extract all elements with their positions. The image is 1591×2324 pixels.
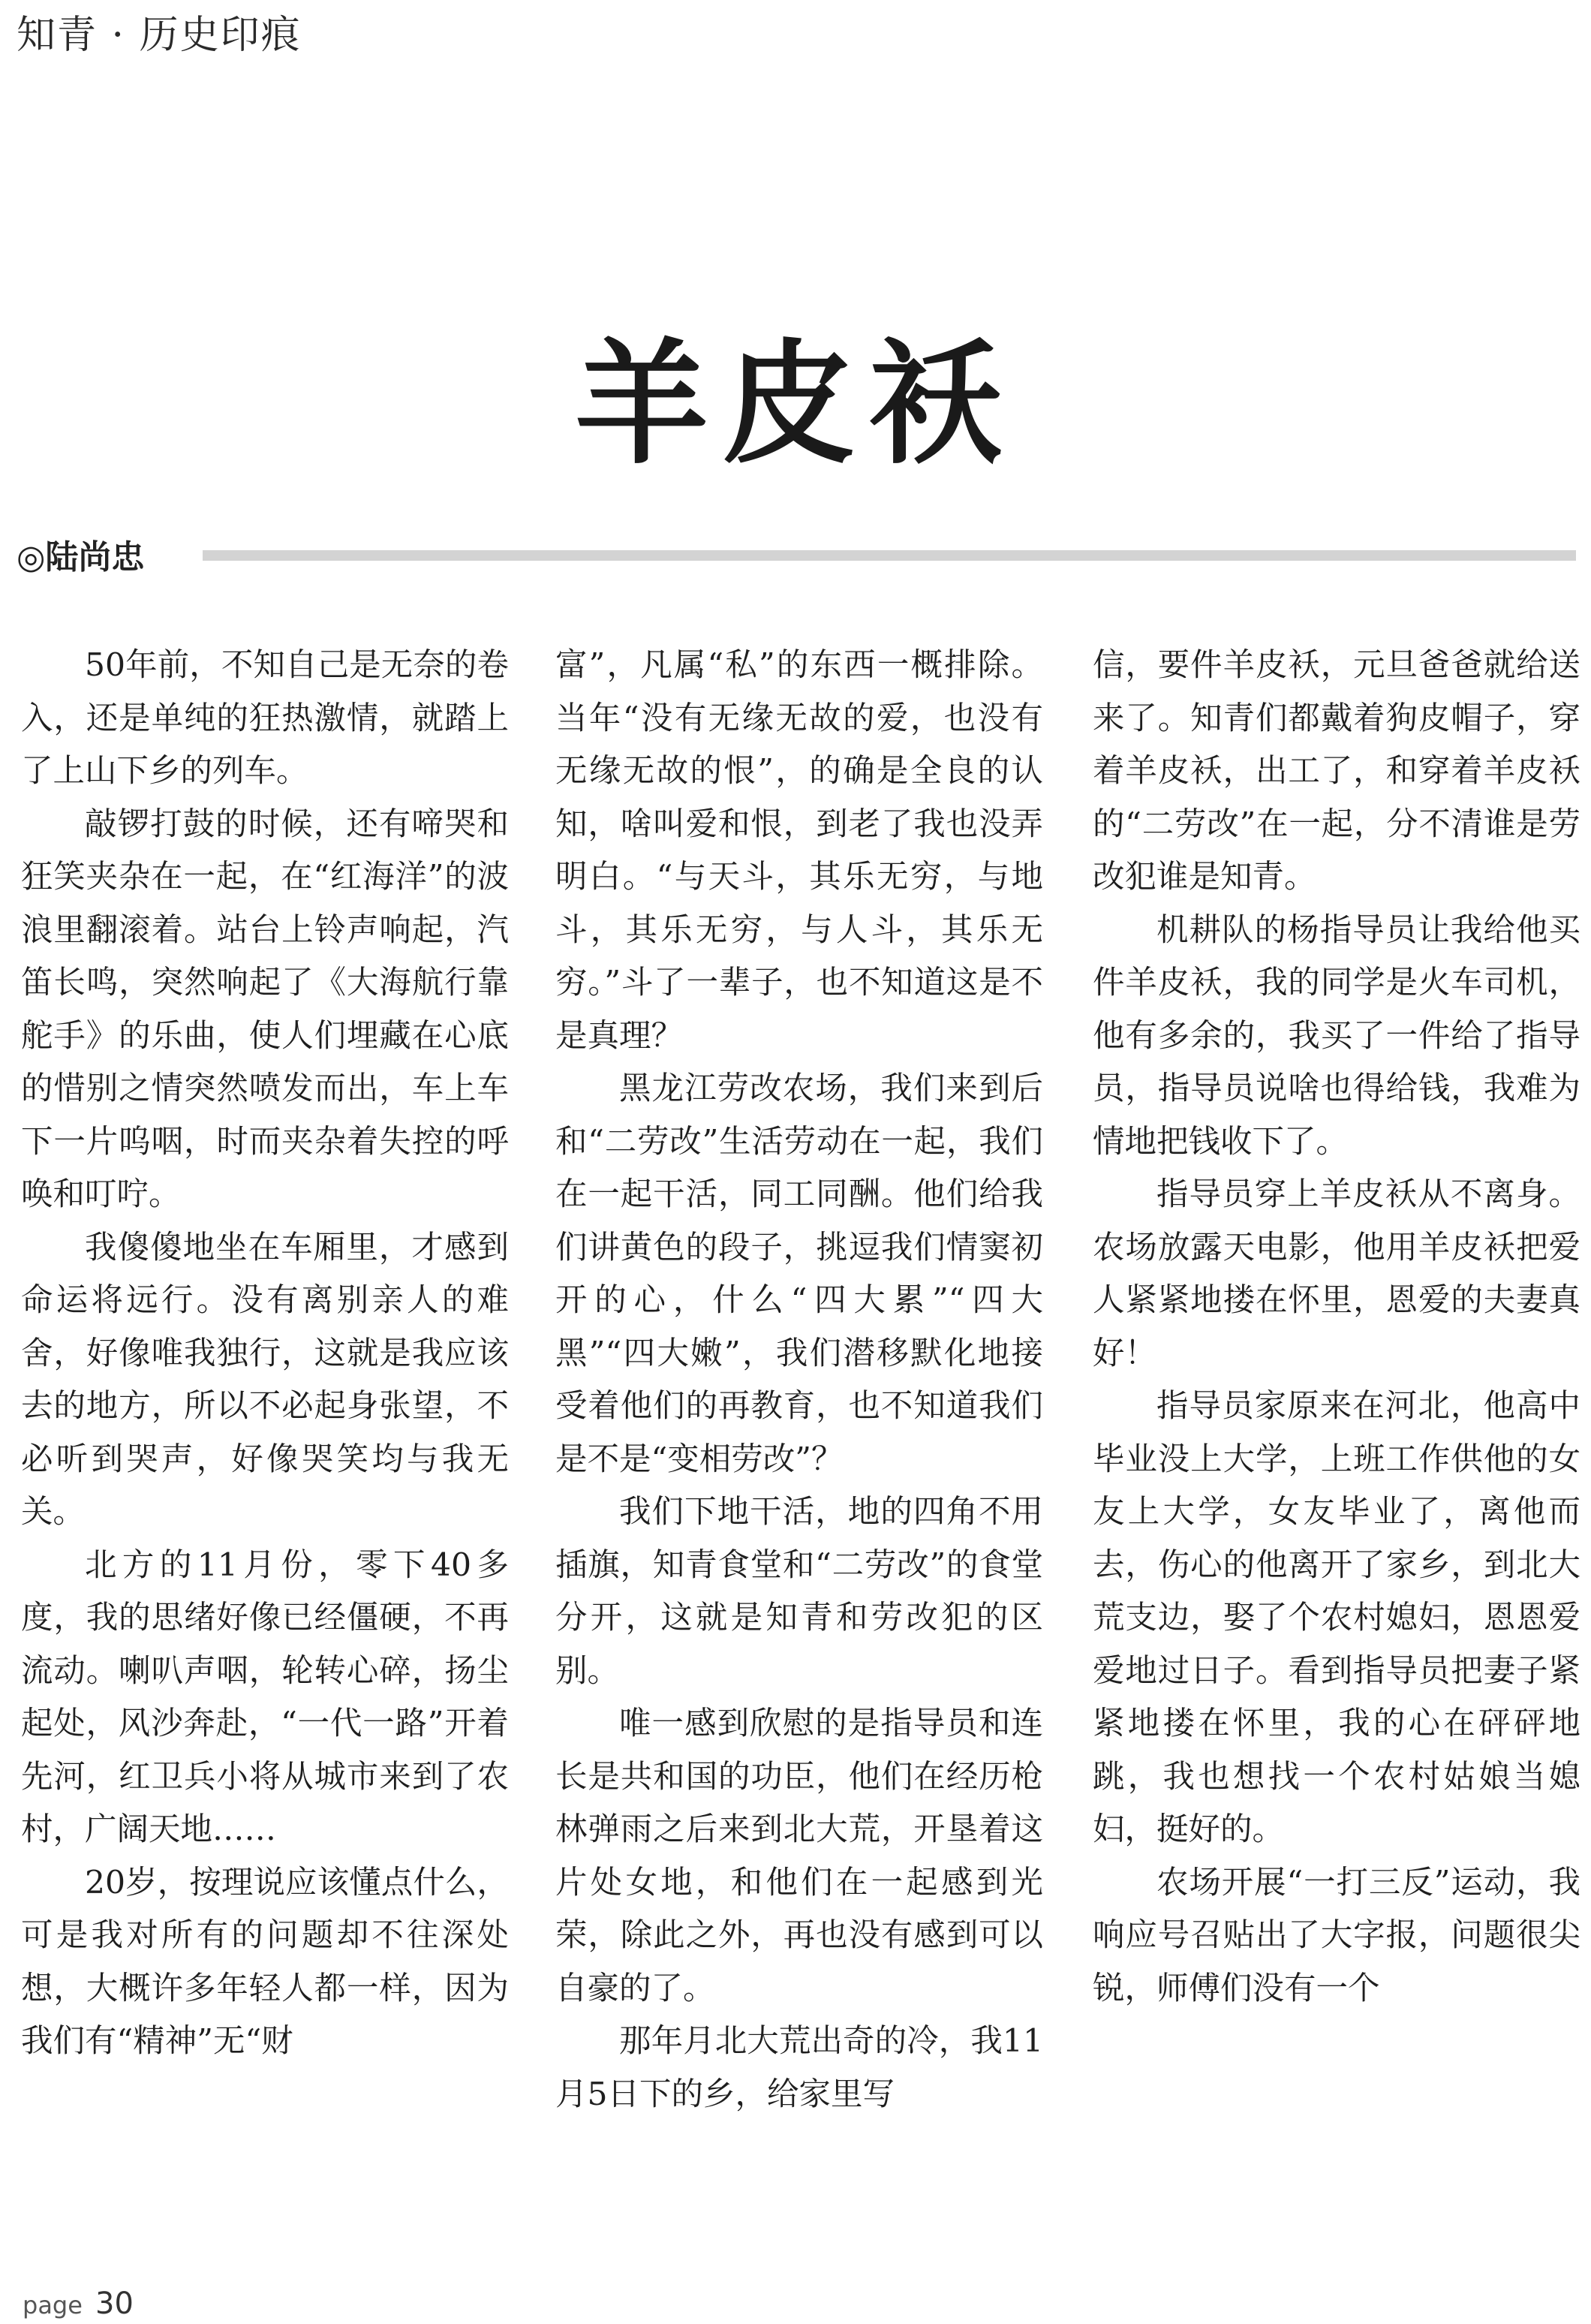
- paragraph: 农场开展“一打三反”运动，我响应号召贴出了大字报，问题很尖锐，师傅们没有一个: [1093, 1864, 1580, 2007]
- page-label: page: [23, 2291, 83, 2319]
- paragraph: 机耕队的杨指导员让我给他买件羊皮袄，我的同学是火车司机，他有多余的，我买了一件给了指导员，指导员说啥也得给钱，我难为情地把钱收下了。: [1093, 911, 1580, 1160]
- title-divider: [203, 550, 1576, 561]
- paragraph: 我们下地干活，地的四角不用插旗，知青食堂和“二劳改”的食堂分开，这就是知青和劳改犯的区别。: [555, 1494, 1043, 1690]
- paragraph: 北方的11月份，零下40多度，我的思绪好像已经僵硬，不再流动。喇叭声咽，轮转心碎，扬尘起处，风沙奔赴，“一代一路”开着先河，红卫兵小将从城市来到了农村，广阔天地……: [21, 1546, 509, 1848]
- article-title: 羊皮袄: [575, 325, 1016, 482]
- paragraph: 敲锣打鼓的时候，还有啼哭和狂笑夹杂在一起，在“红海洋”的波浪里翻滚着。站台上铃声响起，汽笛长鸣，突然响起了《大海航行靠舵手》的乐曲，使人们埋藏在心底的惜别之情突然喷发而出，车上车下一片呜咽，时而夹杂着失控的呼唤和叮咛。: [21, 805, 509, 1213]
- paragraph: 指导员穿上羊皮袄从不离身。农场放露天电影，他用羊皮袄把爱人紧紧地搂在怀里，恩爱的夫妻真好！: [1093, 1176, 1580, 1372]
- paragraph: 20岁，按理说应该懂点什么，可是我对所有的问题却不往深处想，大概许多年轻人都一样，因为我们有“精神”无“财: [21, 1864, 509, 2060]
- page-number: 30: [95, 2286, 134, 2321]
- section-header: 知青 · 历史印痕: [17, 13, 302, 58]
- paragraph-continued: 信，要件羊皮袄，元旦爸爸就给送来了。知青们都戴着狗皮帽子，穿着羊皮袄，出工了，和穿着羊皮袄的“二劳改”在一起，分不清谁是劳改犯谁是知青。: [1093, 647, 1580, 896]
- page-footer: [23, 2286, 134, 2321]
- article-author: ◎陆尚忠: [17, 538, 145, 576]
- paragraph: 50年前，不知自己是无奈的卷入，还是单纯的狂热激情，就踏上了上山下乡的列车。: [21, 647, 509, 790]
- text-column-3: [1093, 640, 1580, 2015]
- paragraph: 那年月北大荒出奇的冷，我11月5日下的乡，给家里写: [555, 2023, 1043, 2113]
- paragraph-continued: 富”，凡属“私”的东西一概排除。当年“没有无缘无故的爱，也没有无缘无故的恨”，的确是全良的认知，啥叫爱和恨，到老了我也没弄明白。“与天斗，其乐无穷，与地斗，其乐无穷，与人斗，其乐无穷。”斗了一辈子，也不知道这是不是真理？: [555, 647, 1043, 1055]
- paragraph: 指导员家原来在河北，他高中毕业没上大学，上班工作供他的女友上大学，女友毕业了，离他而去，伤心的他离开了家乡，到北大荒支边，娶了个农村媳妇，恩恩爱爱地过日子。看到指导员把妻子紧紧地搂在怀里，我的心在砰砰地跳，我也想找一个农村姑娘当媳妇，挺好的。: [1093, 1388, 1580, 1848]
- paragraph: 唯一感到欣慰的是指导员和连长是共和国的功臣，他们在经历枪林弹雨之后来到北大荒，开垦着这片处女地，和他们在一起感到光荣，除此之外，再也没有感到可以自豪的了。: [555, 1705, 1043, 2007]
- paragraph: 我傻傻地坐在车厢里，才感到命运将远行。没有离别亲人的难舍，好像唯我独行，这就是我应该去的地方，所以不必起身张望，不必听到哭声，好像哭笑均与我无关。: [21, 1229, 509, 1531]
- paragraph: 黑龙江劳改农场，我们来到后和“二劳改”生活劳动在一起，我们在一起干活，同工同酬。他们给我们讲黄色的段子，挑逗我们情窦初开的心，什么“四大累”“四大黑”“四大嫩”，我们潜移默化地接受着他们的再教育，也不知道我们是不是“变相劳改”？: [555, 1070, 1043, 1478]
- text-column-1: [21, 640, 509, 2069]
- text-column-2: [555, 640, 1043, 2121]
